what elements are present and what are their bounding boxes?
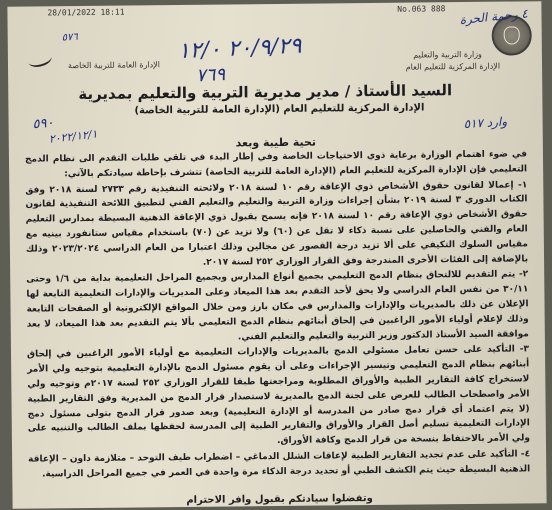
- body-paragraph-3: ٣- التأكيد على حسن تعامل مسئولي الدمج بالمديريات والإدارات التعليمية مع أولياء الأمور الراغبين في إلحاق أبنائهم بنظام الدمج التعليمي وتيسير الإجراءات وعلى أن يقوم مسئول الدمج بالإدارة التعليمية بتوجيه ولي الأمر لاستخراج كافة التقارير الطبية والأوراق المطلوبة ومراجعتها طبقا للقرار الوزاري ٢٥٢ لسنة ٢٠١٧م وتوجيه ولي الأمر واصطحاب الطالب للعرض على لجنة الدمج بالمديرية لاستصدار قرار الدمج من المديرية وفق التقارير الطبية (لا يتم اعتماد أي قرار دمج صادر من المدرسة أو الإدارة التعليمية) وبعد صدور قرار الدمج بتولى مسئول دمج الإدارات التعليمية تسليم أصل القرار والأوراق والتقارير الطبية إلى المدرسة لحفظها بملف الطالب والتنبيه على ولي الأمر بالاحتفاظ بنسخة من قرار الدمج وكافة الأوراق.: [26, 344, 530, 447]
- addressee-subheading: الإدارة المركزية للتعليم العام (الإدارة العامة للتربية الخاصة): [134, 102, 425, 117]
- fax-timestamp: 28/01/2022 18:11: [47, 7, 125, 18]
- handwritten-corner-note: ٤ رحمة الحرة: [458, 6, 529, 28]
- fax-number: No.063 888: [397, 4, 446, 14]
- ministry-name: وزارة التربية والتعليم: [413, 49, 482, 60]
- handwritten-number: ٧٦٩: [195, 64, 226, 87]
- central-administration-label: الإدارة المركزية للتعليم العام: [405, 61, 501, 72]
- signature-mark: [26, 50, 53, 70]
- handwritten-margin-date: ٢٠٢٢/١٢/١: [48, 127, 99, 146]
- handwritten-margin-number: ٥٩٠: [32, 115, 55, 133]
- body-paragraph-1: ١- إعمالا لقانون حقوق الأشخاص ذوي الإعاقة رقم ١٠ لسنة ٢٠١٨ ولائحته التنفيذية رقم ٢٧٣٣ لسنة ٢٠١٨ وفق الكتاب الدوري ٣ لسنة ٢٠١٩ بشأن إجراءات وزارة التربية والتعليم والتعليم الفني لتطبيق اللائحة التنفيذية لقانون حقوق الأشخاص ذوي الإعاقة رقم ١٠ لسنة ٢٠١٨ فإنه يسمح بقبول ذوي الإعاقة الذهنية البسيطة بمدارس التعليم العام والفني والحاصلين على نسبة ذكاء لا تقل عن (٦٠) ولا تزيد عن (٧٠) باستخدام مقياس ستانفورد بينيه مع مقياس السلوك التكيفي على ألا تزيد درجة القصور عن مجالين وذلك اعتبارا من العام الدراسي ٢٠٢٣/٢٠٢٤ وذلك بالإضافة إلى الفئات الأخرى المندرجة وفق القرار الوزاري ٢٥٢ لسنة ٢٠١٧.: [25, 179, 529, 268]
- handwritten-serial: ٥٧٦: [61, 31, 79, 44]
- handwritten-incoming-number: وارد ٥١٧: [462, 114, 508, 132]
- closing-line: وتفضلوا سيادتكم بقبول وافر الاحترام: [186, 493, 373, 506]
- body-paragraph-intro: في ضوء اهتمام الوزارة برعاية ذوي الاحتياجات الخاصة وفي إطار البدء في تلقي طلبات التقدم الى نظام الدمج التعليمي فإن الإدارة المركزية للتعليم العام (الإدارة العامة للتربية الخاصة) تتشرف بإحاطة سيادتكم بالآتي:: [24, 149, 528, 180]
- ministry-left-label: الإدارة العامة للتربية الخاصة: [67, 60, 161, 71]
- greeting: تحية طيبة وبعد: [235, 135, 317, 150]
- letter-body: [25, 147, 530, 483]
- document-sheet: [7, 1, 546, 509]
- handwritten-date: ٢٠/٩/٢٩ ١٢/٠: [177, 33, 303, 65]
- addressee-heading: السيد الأستاذ / مدير مديرية التربية والتعليم بمديرية: [78, 81, 453, 104]
- body-paragraph-2: ٢- يتم التقديم للالتحاق بنظام الدمج التعليمي بجميع أنواع المدارس وبجميع المراحل التعليمية بداية من ١/٦ وحتى ٣٠/١١ من نفس العام الدراسي ولا يحق لأحد التقدم بعد هذا الميعاد وعلى المديريات والإدارات التعليمية التابعة لها الإعلان عن ذلك بالمديريات والإدارات والمدارس في مكان بارز ومن خلال المواقع الإلكترونية أو الصفحات التابعة وذلك لإعلام أولياء الأمور الراغبين في إلحاق أبنائهم بنظام الدمج التعليمي بألا يتم التقديم بعد هذا الميعاد، لا بعد موافقة السيد الأستاذ الدكتور وزير التربية والتعليم والتعليم الفني.: [26, 269, 529, 342]
- body-paragraph-4: ٤- التأكيد على عدم تجديد التقارير الطبية لإعاقات الشلل الدماغي – اضطراب طيف التوحد – متلازمة داون – الإعاقة الذهنية البسيطة حيث يتم الكشف الطبي أو تحديد درجة الذكاء مرة واحدة في العمر في جميع المراحل الدراسية.: [28, 449, 531, 480]
